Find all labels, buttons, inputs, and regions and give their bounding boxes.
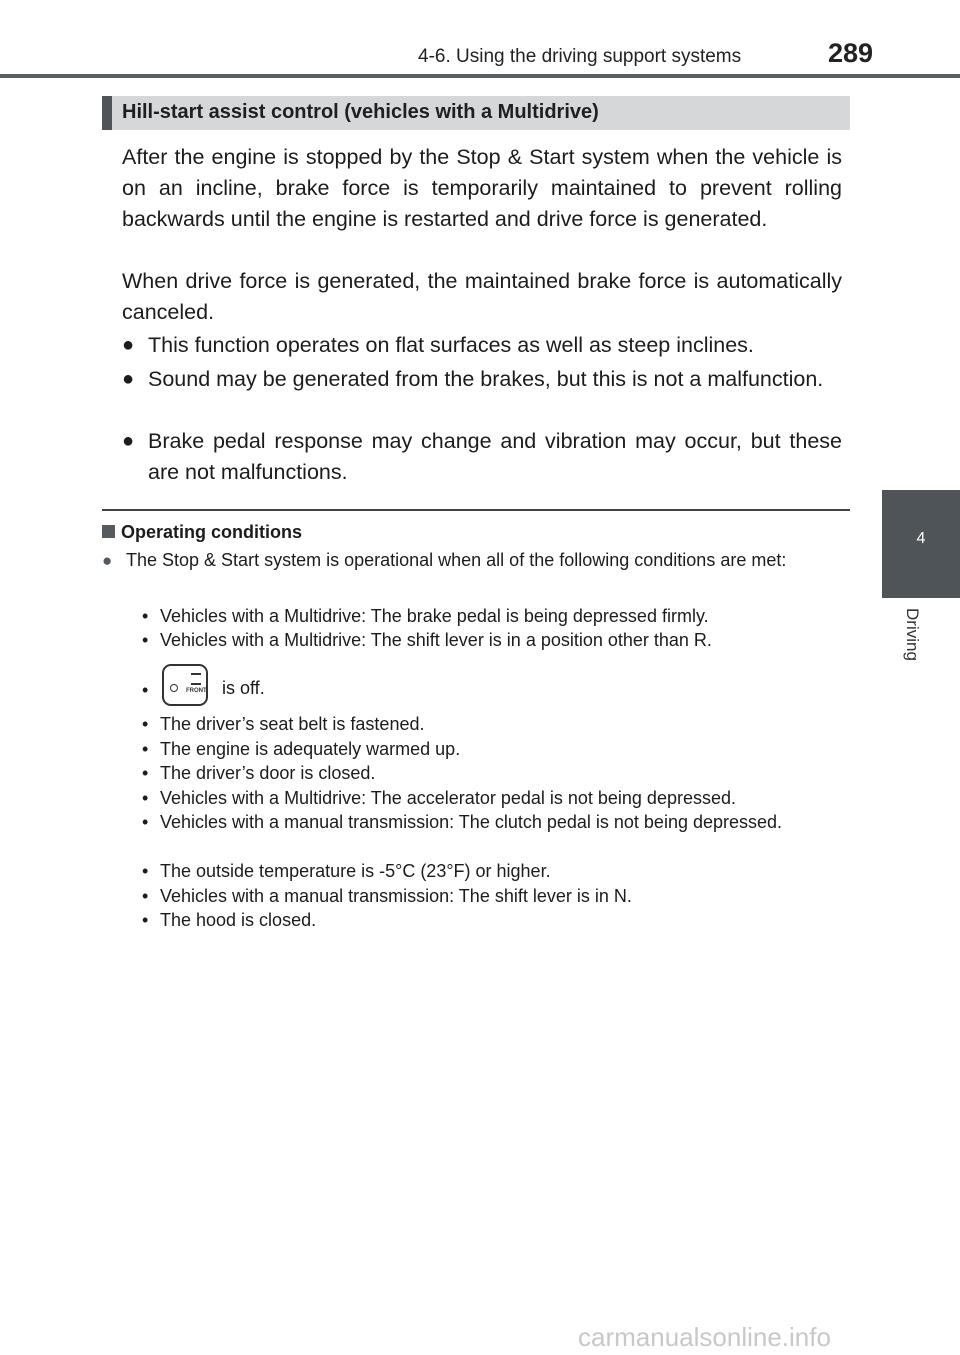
list-dot: •	[142, 714, 149, 734]
body-paragraph-1: After the engine is stopped by the Stop & Start system when the vehicle is on an incline, brake force is temporarily maintained to prevent rolling backwards until the engine is restarted and drive force is generated.	[122, 145, 842, 231]
bullet-dot-icon: ●	[102, 551, 113, 570]
condition-item: • Vehicles with a Multidrive: The shift lever is in a position other than R.	[142, 628, 842, 652]
list-dot: •	[142, 763, 149, 783]
condition-item: • Vehicles with a Multidrive: The brake pedal is being depressed firmly.	[142, 604, 842, 628]
running-header-section: 4-6. Using the driving support systems	[418, 46, 742, 67]
list-dot: •	[142, 861, 149, 881]
section-title-bar	[102, 96, 850, 130]
condition-item: • The outside temperature is -5°C (23°F) or higher.	[142, 859, 842, 883]
square-marker-icon	[102, 525, 115, 538]
section-title: Hill-start assist control (vehicles with a Multidrive)	[122, 101, 599, 123]
section-bar-marker	[102, 96, 112, 130]
condition-item: • Vehicles with a manual transmission: The shift lever is in N.	[142, 884, 842, 908]
bullet-dot-icon: ●	[122, 368, 135, 390]
list-dot: •	[142, 739, 149, 759]
defogger-wave-icon	[191, 673, 201, 685]
watermark: carmanualsonline.info	[578, 1322, 831, 1352]
conditions-heading	[102, 522, 302, 543]
conditions-intro-text: The Stop & Start system is operational when all of the following conditions are met:	[126, 550, 787, 570]
list-dot: •	[142, 788, 149, 808]
list-dot: •	[142, 630, 149, 650]
condition-item: • Vehicles with a manual transmission: The clutch pedal is not being depressed.	[142, 810, 842, 834]
section-divider	[102, 509, 850, 511]
indicator-light-icon	[170, 684, 178, 692]
list-dot: •	[142, 606, 149, 626]
bullet-text: This function operates on flat surfaces as well as steep inclines.	[148, 333, 754, 357]
list-dot: •	[142, 680, 149, 700]
bullet-text: Sound may be generated from the brakes, but this is not a malfunction.	[148, 367, 824, 391]
bullet-text: Brake pedal response may change and vibration may occur, but these are not malfunctions.	[148, 429, 842, 484]
condition-item: • The engine is adequately warmed up.	[142, 737, 842, 761]
list-dot: •	[142, 910, 149, 930]
icon-item-text: is off.	[222, 678, 265, 698]
bullet-dot-icon: ●	[122, 430, 135, 452]
conditions-intro	[102, 548, 850, 573]
bullet-item	[122, 364, 842, 395]
chapter-number: 4	[916, 530, 926, 547]
chapter-tab	[882, 490, 960, 598]
front-defogger-button-icon	[162, 664, 208, 706]
header-rule	[0, 74, 960, 78]
front-label: FRONT	[186, 688, 207, 694]
body-paragraph-2: When drive force is generated, the maintained brake force is automatically canceled.	[122, 269, 842, 324]
condition-item: • The driver’s seat belt is fastened.	[142, 712, 842, 736]
chapter-label-wrap	[896, 608, 926, 688]
chapter-label: Driving	[903, 608, 922, 661]
list-dot: •	[142, 886, 149, 906]
bullet-item	[122, 426, 842, 488]
page-number: 289	[828, 38, 874, 68]
condition-item: • The hood is closed.	[142, 908, 842, 932]
bullet-item	[122, 330, 842, 361]
list-dot: •	[142, 812, 149, 832]
condition-item: • The driver’s door is closed.	[142, 761, 842, 785]
bullet-dot-icon: ●	[122, 334, 135, 356]
conditions-heading-text: Operating conditions	[121, 522, 303, 542]
condition-item: • Vehicles with a Multidrive: The accelerator pedal is not being depressed.	[142, 786, 842, 810]
